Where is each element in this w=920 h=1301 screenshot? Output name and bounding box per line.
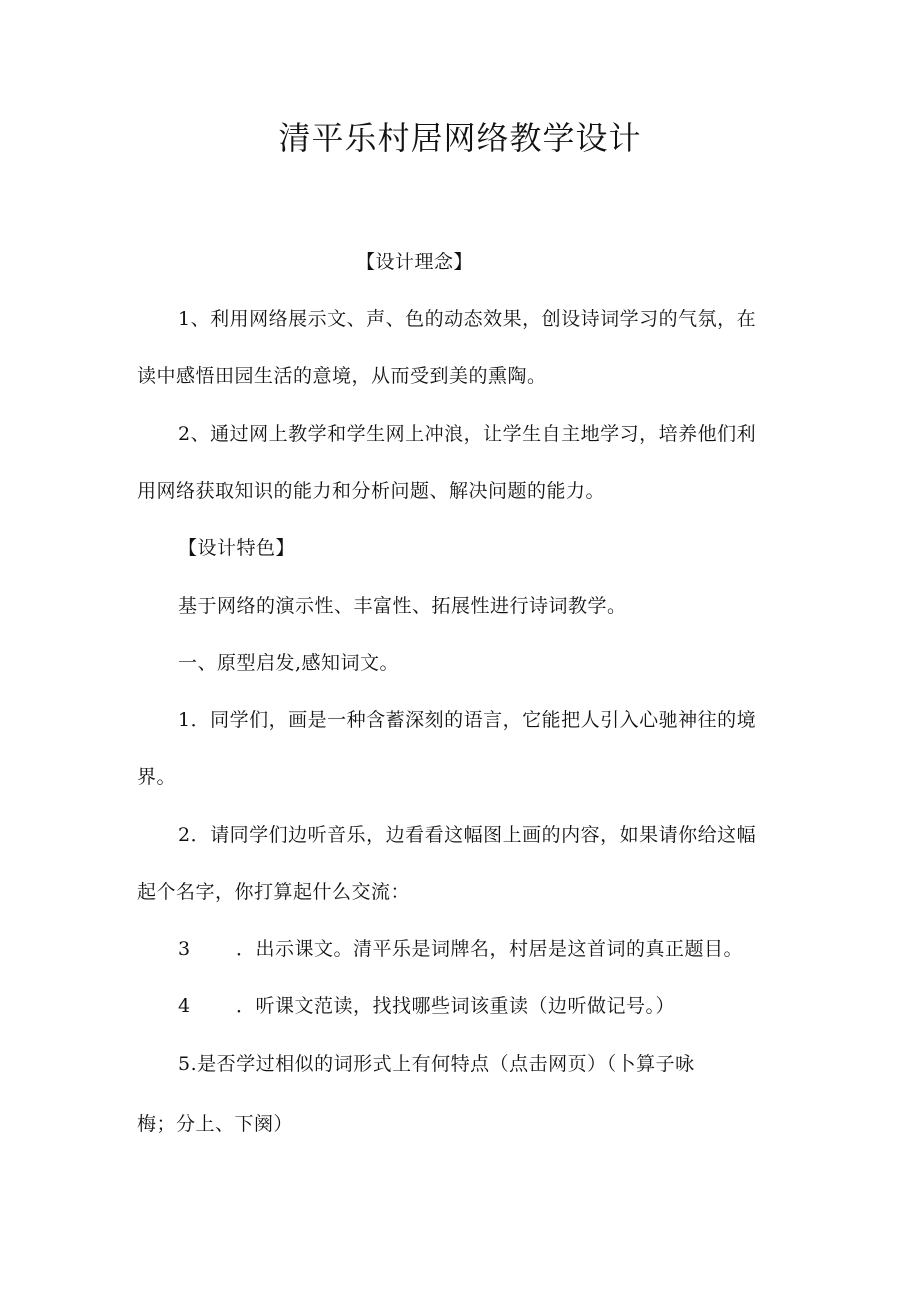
section-heading-feature: 【设计特色】 [178, 537, 296, 559]
concept-item-2-line-1: 2、通过网上教学和学生网上冲浪，让学生自主地学习，培养他们利 [178, 423, 757, 445]
step-5-line-2: 梅；分上、下阕） [137, 1113, 294, 1135]
document-title: 清平乐村居网络教学设计 [278, 119, 642, 157]
step-5-line-1: 5.是否学过相似的词形式上有何特点（点击网页）（卜算子咏 [178, 1053, 695, 1075]
step-3-text: ．出示课文。清平乐是词牌名，村居是这首词的真正题目。 [236, 938, 744, 960]
part-one-heading: 一、原型启发,感知词文。 [178, 652, 400, 674]
step-4 [178, 992, 675, 1020]
step-3-number: 3 [178, 938, 191, 960]
step-1-line-2: 界。 [137, 766, 177, 788]
step-3 [178, 935, 743, 963]
concept-item-1-line-1: 1、利用网络展示文、声、色的动态效果，创设诗词学习的气氛，在 [178, 308, 757, 330]
concept-item-1-line-2: 读中感悟田园生活的意境，从而受到美的熏陶。 [137, 365, 547, 387]
step-4-number: 4 [178, 995, 191, 1017]
concept-item-2-line-2: 用网络获取知识的能力和分析问题、解决问题的能力。 [137, 480, 606, 502]
step-2-line-2: 起个名字，你打算起什么交流： [137, 881, 411, 903]
step-1-line-1: 1．同学们，画是一种含蓄深刻的语言，它能把人引入心驰神往的境 [178, 709, 757, 731]
step-4-text: ．听课文范读，找找哪些词该重读（边听做记号。） [236, 995, 676, 1017]
step-2-line-1: 2．请同学们边听音乐，边看看这幅图上画的内容，如果请你给这幅 [178, 824, 757, 846]
section-heading-concept: 【设计理念】 [356, 251, 474, 273]
feature-paragraph: 基于网络的演示性、丰富性、拓展性进行诗词教学。 [178, 595, 627, 617]
